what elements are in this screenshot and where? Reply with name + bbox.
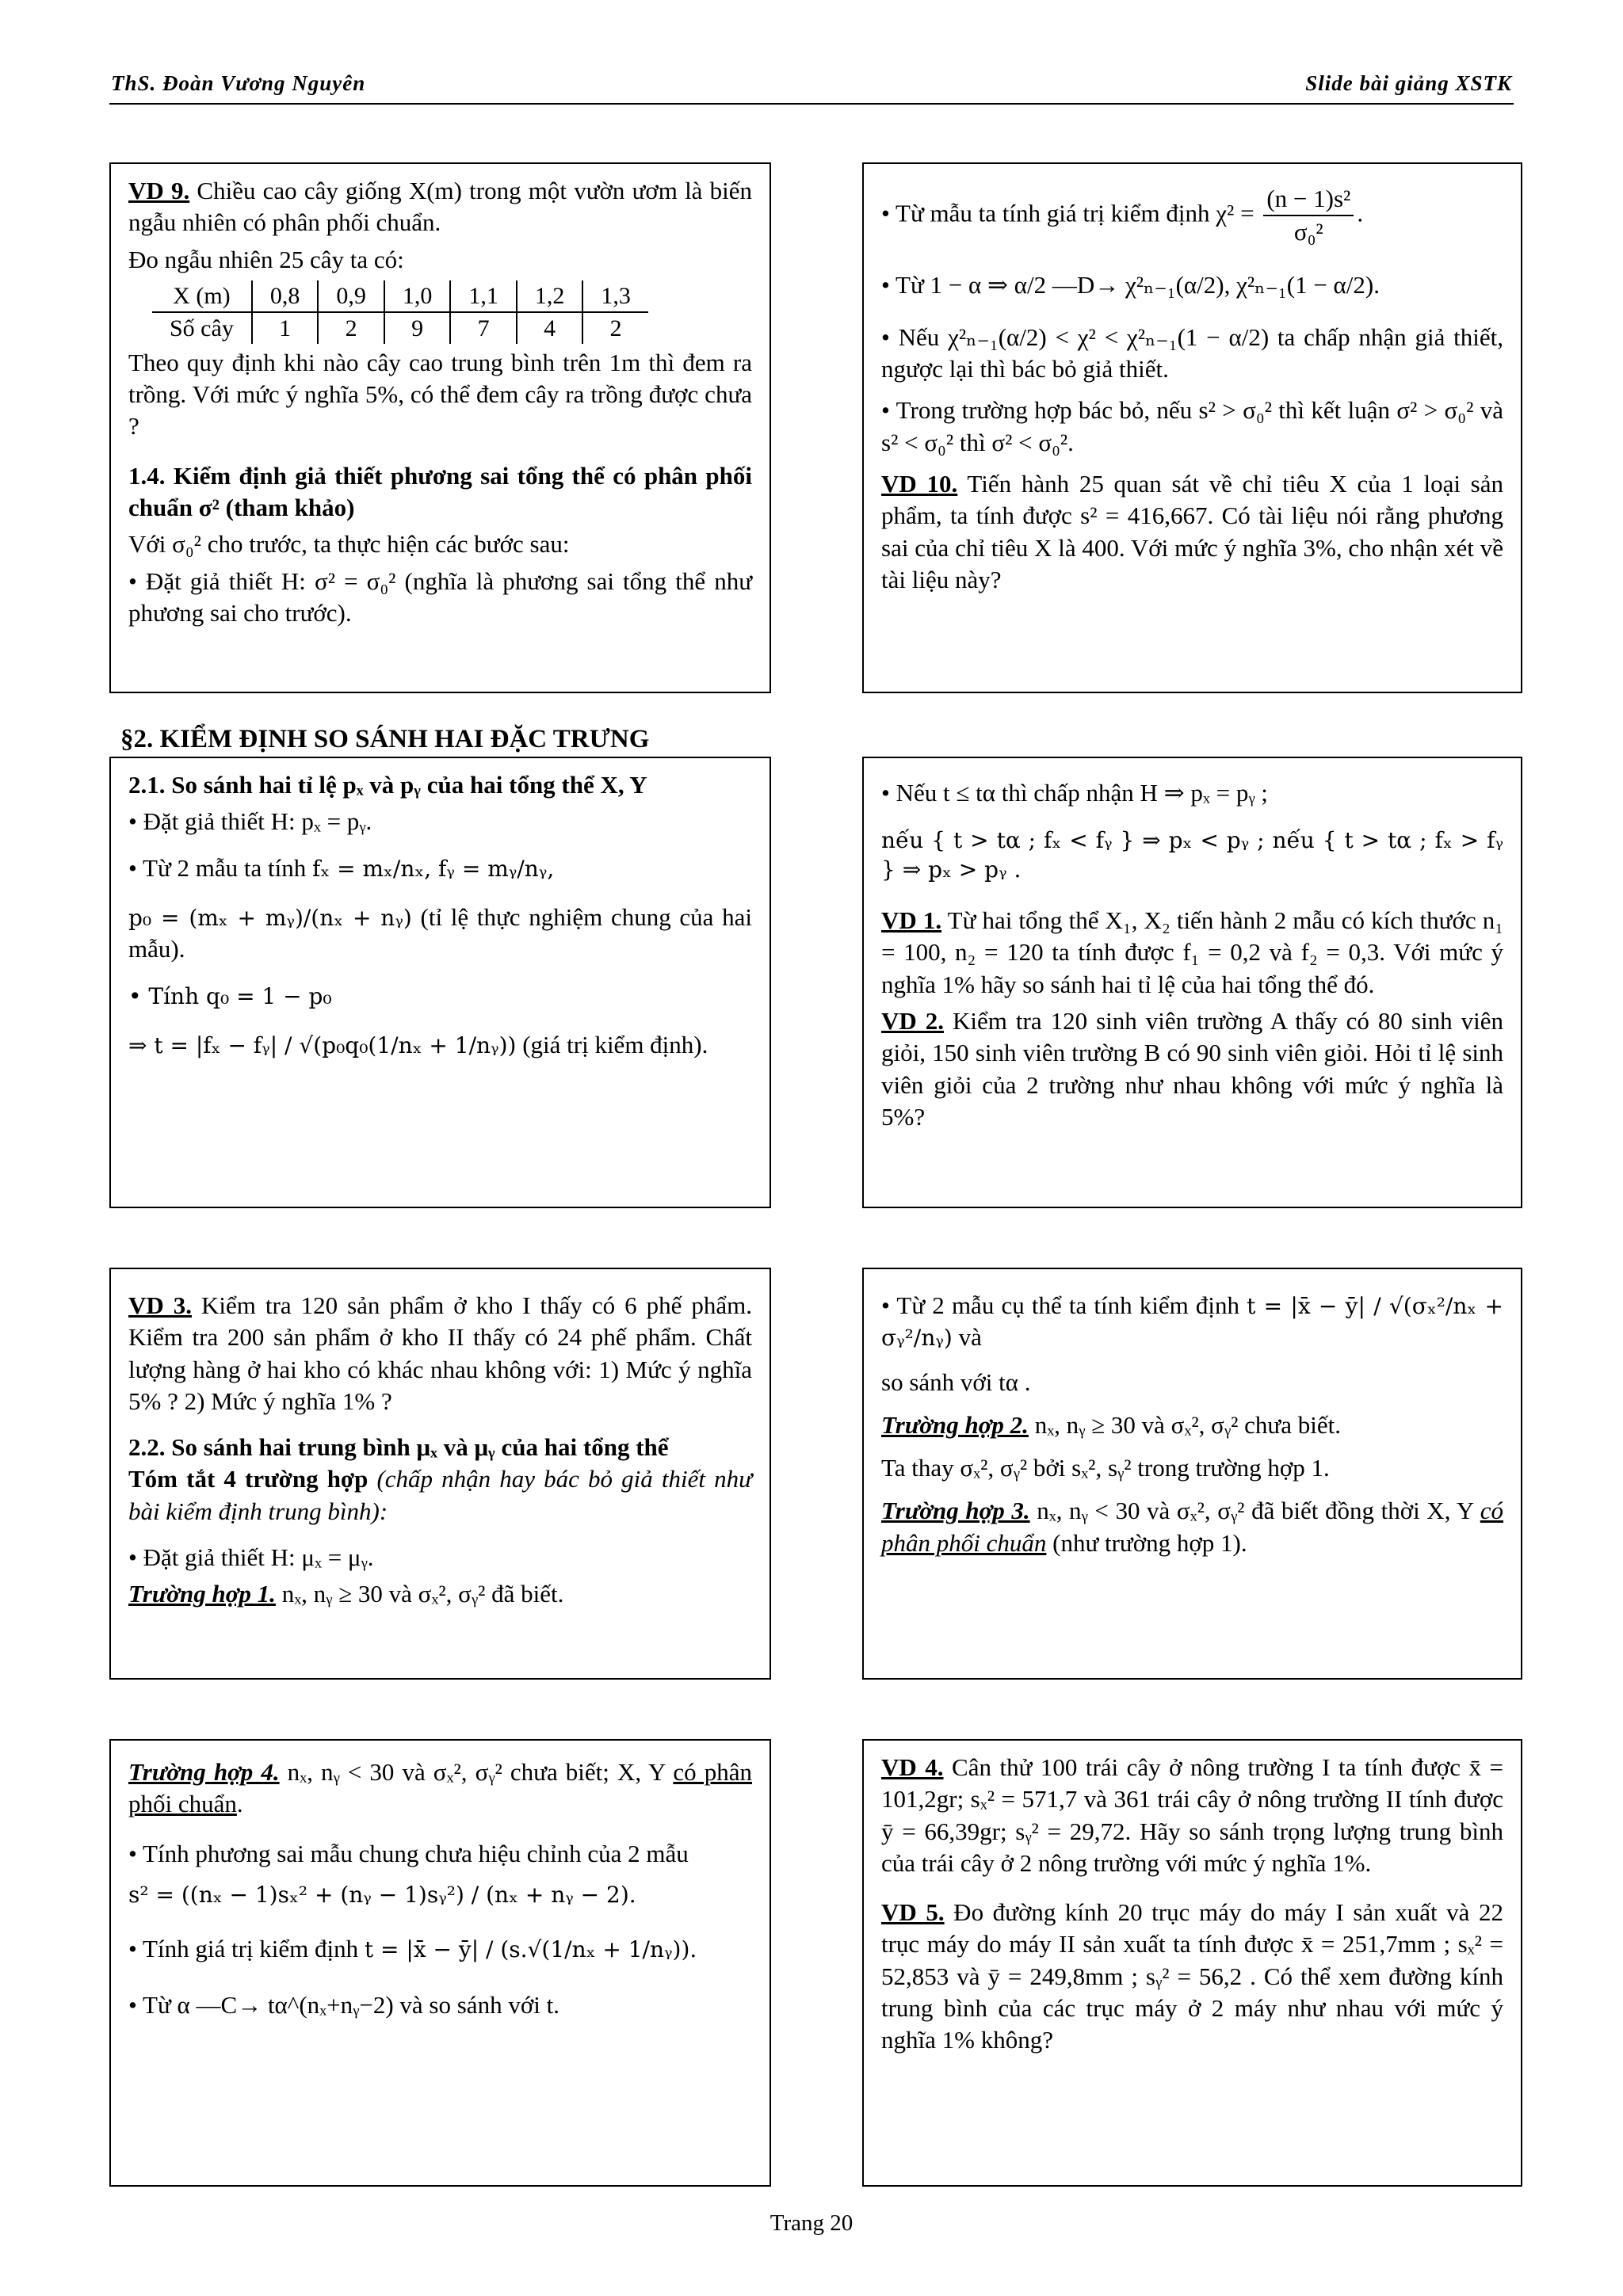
case1-label: Trường hợp 1. — [128, 1580, 276, 1608]
box-vd9 — [109, 162, 771, 693]
summary-label: Tóm tắt 4 trường hợp — [128, 1465, 369, 1493]
fraction-numerator: (n − 1)s² — [1263, 183, 1354, 216]
chi2-decision-line: • Nếu χ²ₙ₋₁(α/2) < χ² < χ²ₙ₋₁(1 − α/2) ta chấp nhận giả thiết, ngược lại thì bác bỏ giả thiết. — [881, 322, 1503, 383]
table-cell: 0,8 — [252, 280, 319, 312]
chi2-fraction — [1263, 183, 1354, 249]
box-vd4-vd5 — [862, 1739, 1522, 2187]
fx-formula: fₓ = mₓ/nₓ, fᵧ = mᵧ/nᵧ, — [312, 855, 555, 882]
summary-text: (chấp nhận hay bác bỏ giả thiết như bài kiểm định trung bình): — [128, 1465, 752, 1525]
reject-line: nếu { t > tα ; fₓ < fᵧ } ⇒ pₓ < pᵧ ; nếu { t > tα ; fₓ > fᵧ } ⇒ pₓ > pᵧ . — [881, 827, 1503, 883]
section-1-4-text: Với σ₀² cho trước, ta thực hiện các bước sau: — [128, 530, 570, 559]
case3-normal: có phân phối chuẩn — [881, 1497, 1503, 1557]
fraction-denominator: σ₀² — [1293, 218, 1323, 246]
chi2-critical-line: • Từ 1 − α ⇒ α/2 —D→ χ²ₙ₋₁(α/2), χ²ₙ₋₁(1 − α/2). — [881, 270, 1380, 299]
table-cell: Số cây — [170, 315, 234, 341]
case3-end: (như trường hợp 1). — [1046, 1528, 1247, 1557]
chi2-reject-line: • Trong trường hợp bác bỏ, nếu s² > σ₀² thì kết luận σ² > σ₀² và s² < σ₀² thì σ² < σ₀². — [881, 396, 1503, 456]
vd2-text: Kiểm tra 120 sinh viên trường A thấy có 80 sinh viên giỏi, 150 sinh viên trường B có 90 sinh viên giỏi. Hỏi tỉ lệ sinh viên giỏi của 2 trường như nhau không với mức ý nghĩa là 5%? — [881, 1006, 1503, 1131]
t-mean-formula: t = |x̄ − ȳ| / √(σₓ²/nₓ + σᵧ²/nᵧ) — [881, 1293, 1503, 1352]
case3-text: nₓ, nᵧ < 30 và σₓ², σᵧ² đã biết đồng thời X, Y — [1029, 1497, 1480, 1525]
box-mean-cases — [862, 1268, 1522, 1680]
p0-note: (tỉ lệ thực nghiệm chung của hai mẫu). — [128, 902, 753, 963]
vd9-text2: Đo ngẫu nhiên 25 cây ta có: — [128, 245, 404, 273]
section-2-2-title: 2.2. So sánh hai trung bình μₓ và μᵧ của hai tổng thể — [128, 1433, 669, 1462]
box-chi-square: • Từ mẫu ta tính giá trị kiểm định χ² = $\frac{\text{(n − 1)s²}}{\text{σ₀²}}$ . • Từ 1 − α ⇒ α/2 —D→ χ²ₙ₋₁(α/2), χ²ₙ₋₁(1 − α/2). • Nếu χ²ₙ₋₁(α/2) < χ² < χ²ₙ₋₁(1 − α/2) ta chấp nhận giả thiết, ngược lại thì bác bỏ giả thiết. • Trong trường hợp bác bỏ, nếu s² > σ₀² thì kết luận σ² > σ₀² và s² < σ₀² thì σ² < σ₀². VD 10. Tiến hành 25 quan sát về chỉ tiêu X của 1 loại sản phẩm, ta tính được s² = 416,667. Có tài liệu nói rằng phương sai của chỉ tiêu X là 400. Với mức ý nghĩa 3%, cho nhận xét về tài liệu này? — [862, 162, 1522, 693]
page-number: Trang 20 — [769, 2210, 854, 2236]
table-cell: 1,2 — [517, 280, 583, 312]
table-cell: X (m) — [152, 280, 252, 312]
t-line-label: • Từ 2 mẫu cụ thể ta tính kiểm định — [881, 1291, 1239, 1319]
vd3-text: Kiểm tra 120 sản phẩm ở kho I thấy có 6 phế phẩm. Kiểm tra 200 sản phẩm ở kho II thấy có 24 phế phẩm. Chất lượng hàng ở hai kho có khác nhau không với: 1) Mức ý nghĩa 5% ? 2) Mức ý nghĩa 1% ? — [128, 1291, 752, 1415]
t-note: (giá trị kiểm định). — [522, 1030, 708, 1058]
vd9-text3: Theo quy định khi nào cây cao trung bình trên 1m thì đem ra trồng. Với mức ý nghĩa 5%, có thể đem cây ra trồng được chưa ? — [128, 348, 752, 441]
compare-line: so sánh với tα . — [881, 1367, 1031, 1396]
box-proportion-decision — [862, 757, 1522, 1208]
t-line-end: và — [958, 1323, 982, 1352]
vd9-text: Chiều cao cây giống X(m) trong một vườn ươm là biến ngẫu nhiên có phân phối chuẩn. — [128, 177, 752, 237]
t-case4-label: • Tính giá trị kiểm định — [128, 1935, 359, 1963]
table-cell: 0,9 — [318, 280, 384, 312]
case4-text: nₓ, nᵧ < 30 và σₓ², σᵧ² chưa biết; X, Y — [279, 1758, 674, 1786]
table-cell: 2 — [582, 312, 648, 344]
case4-end: . — [236, 1790, 243, 1818]
box-proportion — [109, 757, 771, 1208]
table-cell: 7 — [450, 312, 517, 344]
section-2-title: §2. KIỂM ĐỊNH SO SÁNH HAI ĐẶC TRƯNG — [120, 725, 650, 753]
accept-line: • Nếu t ≤ tα thì chấp nhận H ⇒ pₓ = pᵧ ; — [881, 779, 1268, 807]
table-cell: 2 — [318, 312, 384, 344]
table-row — [152, 312, 648, 344]
vd4-text: Cân thử 100 trái cây ở nông trường I ta tính được x̄ = 101,2gr; sₓ² = 571,7 và 361 trái cây ở nông trường II tính được ȳ = 66,39gr; sᵧ² = 29,72. Hãy so sánh trọng lượng trung bình của trái cây ở 2 nông trường với mức ý nghĩa 1%. — [881, 1753, 1504, 1877]
vd10-label: VD 10. — [881, 470, 958, 498]
vd4-label: VD 4. — [881, 1753, 944, 1781]
case2-label: Trường hợp 2. — [881, 1410, 1029, 1439]
sample-text: • Từ 2 mẫu ta tính — [128, 853, 307, 882]
section-1-4-bullet: • Đặt giả thiết H: σ² = σ₀² (nghĩa là phương sai tổng thể như phương sai cho trước). — [128, 566, 752, 627]
p0-formula: p₀ = (mₓ + mᵧ)/(nₓ + nᵧ) — [128, 904, 412, 931]
vd1-label: VD 1. — [881, 906, 942, 935]
section-1-4-title: 1.4. Kiểm định giả thiết phương sai tổng thể có phân phối chuẩn σ² (tham khảo) — [128, 461, 752, 522]
table-cell: 1 — [252, 312, 319, 344]
vd3-label: VD 3. — [128, 1291, 193, 1319]
t-formula: ⇒ t = |fₓ − fᵧ| / √(p₀q₀(1/nₓ + 1/nᵧ)) — [128, 1032, 517, 1058]
case4-normal: có phân phối chuẩn — [128, 1758, 752, 1818]
case2-text: nₓ, nᵧ ≥ 30 và σₓ², σᵧ² chưa biết. — [1028, 1410, 1341, 1439]
vd2-label: VD 2. — [881, 1006, 945, 1035]
header-author: ThS. Đoàn Vương Nguyên — [111, 71, 366, 95]
box-case4 — [109, 1739, 771, 2187]
student-line: • Từ α —C→ tα^(nₓ+nᵧ−2) và so sánh với t. — [128, 1990, 559, 2019]
pooled-variance-formula: s² = ((nₓ − 1)sₓ² + (nᵧ − 1)sᵧ²) / (nₓ + nᵧ − 2). — [128, 1881, 636, 1908]
table-cell: 9 — [384, 312, 451, 344]
data-table — [152, 280, 648, 344]
box-vd3 — [109, 1268, 771, 1680]
t-case4-formula: t = |x̄ − ȳ| / (s.√(1/nₓ + 1/nᵧ)). — [364, 1936, 697, 1963]
vd5-label: VD 5. — [881, 1898, 945, 1927]
hypothesis-line: • Đặt giả thiết H: pₓ = pᵧ. — [128, 807, 372, 836]
case4-label: Trường hợp 4. — [128, 1758, 280, 1786]
header-rule — [109, 103, 1514, 105]
mean-hypothesis: • Đặt giả thiết H: μₓ = μᵧ. — [128, 1543, 374, 1572]
vd10-text: Tiến hành 25 quan sát về chỉ tiêu X của 1 loại sản phẩm, ta tính được s² = 416,667. Có tài liệu nói rằng phương sai của chỉ tiêu X là 400. Với mức ý nghĩa 3%, cho nhận xét về tài liệu này? — [881, 470, 1503, 593]
replace-line: Ta thay σₓ², σᵧ² bởi sₓ², sᵧ² trong trường hợp 1. — [881, 1454, 1330, 1482]
table-cell: 1,1 — [450, 280, 517, 312]
table-cell: 4 — [517, 312, 583, 344]
pooled-variance-line: • Tính phương sai mẫu chung chưa hiệu chỉnh của 2 mẫu — [128, 1839, 689, 1867]
section-2-1-title: 2.1. So sánh hai tỉ lệ pₓ và pᵧ của hai tổng thể X, Y — [128, 771, 647, 799]
table-cell: 1,3 — [582, 280, 648, 312]
table-cell: 1,0 — [384, 280, 451, 312]
vd1-text: Từ hai tổng thể X₁, X₂ tiến hành 2 mẫu có kích thước n₁ = 100, n₂ = 120 ta tính được f₁ = 0,2 và f₂ = 0,3. Với mức ý nghĩa 1% hãy so sánh hai tỉ lệ của hai tổng thể đó. — [881, 906, 1503, 998]
q0-formula: • Tính q₀ = 1 − p₀ — [128, 983, 332, 1010]
chi2-line-label: • Từ mẫu ta tính giá trị kiểm định χ² = — [881, 199, 1254, 227]
vd9-label: VD 9. — [128, 177, 190, 204]
header-title: Slide bài giảng XSTK — [1305, 71, 1512, 95]
vd5-text: Đo đường kính 20 trục máy do máy I sản xuất và 22 trục máy do máy II sản xuất ta tính được x̄ = 251,7mm ; sₓ² = 52,853 và ȳ = 249,8mm ; sᵧ² = 56,2 . Có thể xem đường kính trung bình của các trục máy ở 2 máy như nhau với mức ý nghĩa 1% không? — [881, 1898, 1503, 2054]
table-row — [152, 280, 648, 312]
case1-text: nₓ, nᵧ ≥ 30 và σₓ², σᵧ² đã biết. — [275, 1580, 564, 1608]
case3-label: Trường hợp 3. — [881, 1497, 1030, 1525]
